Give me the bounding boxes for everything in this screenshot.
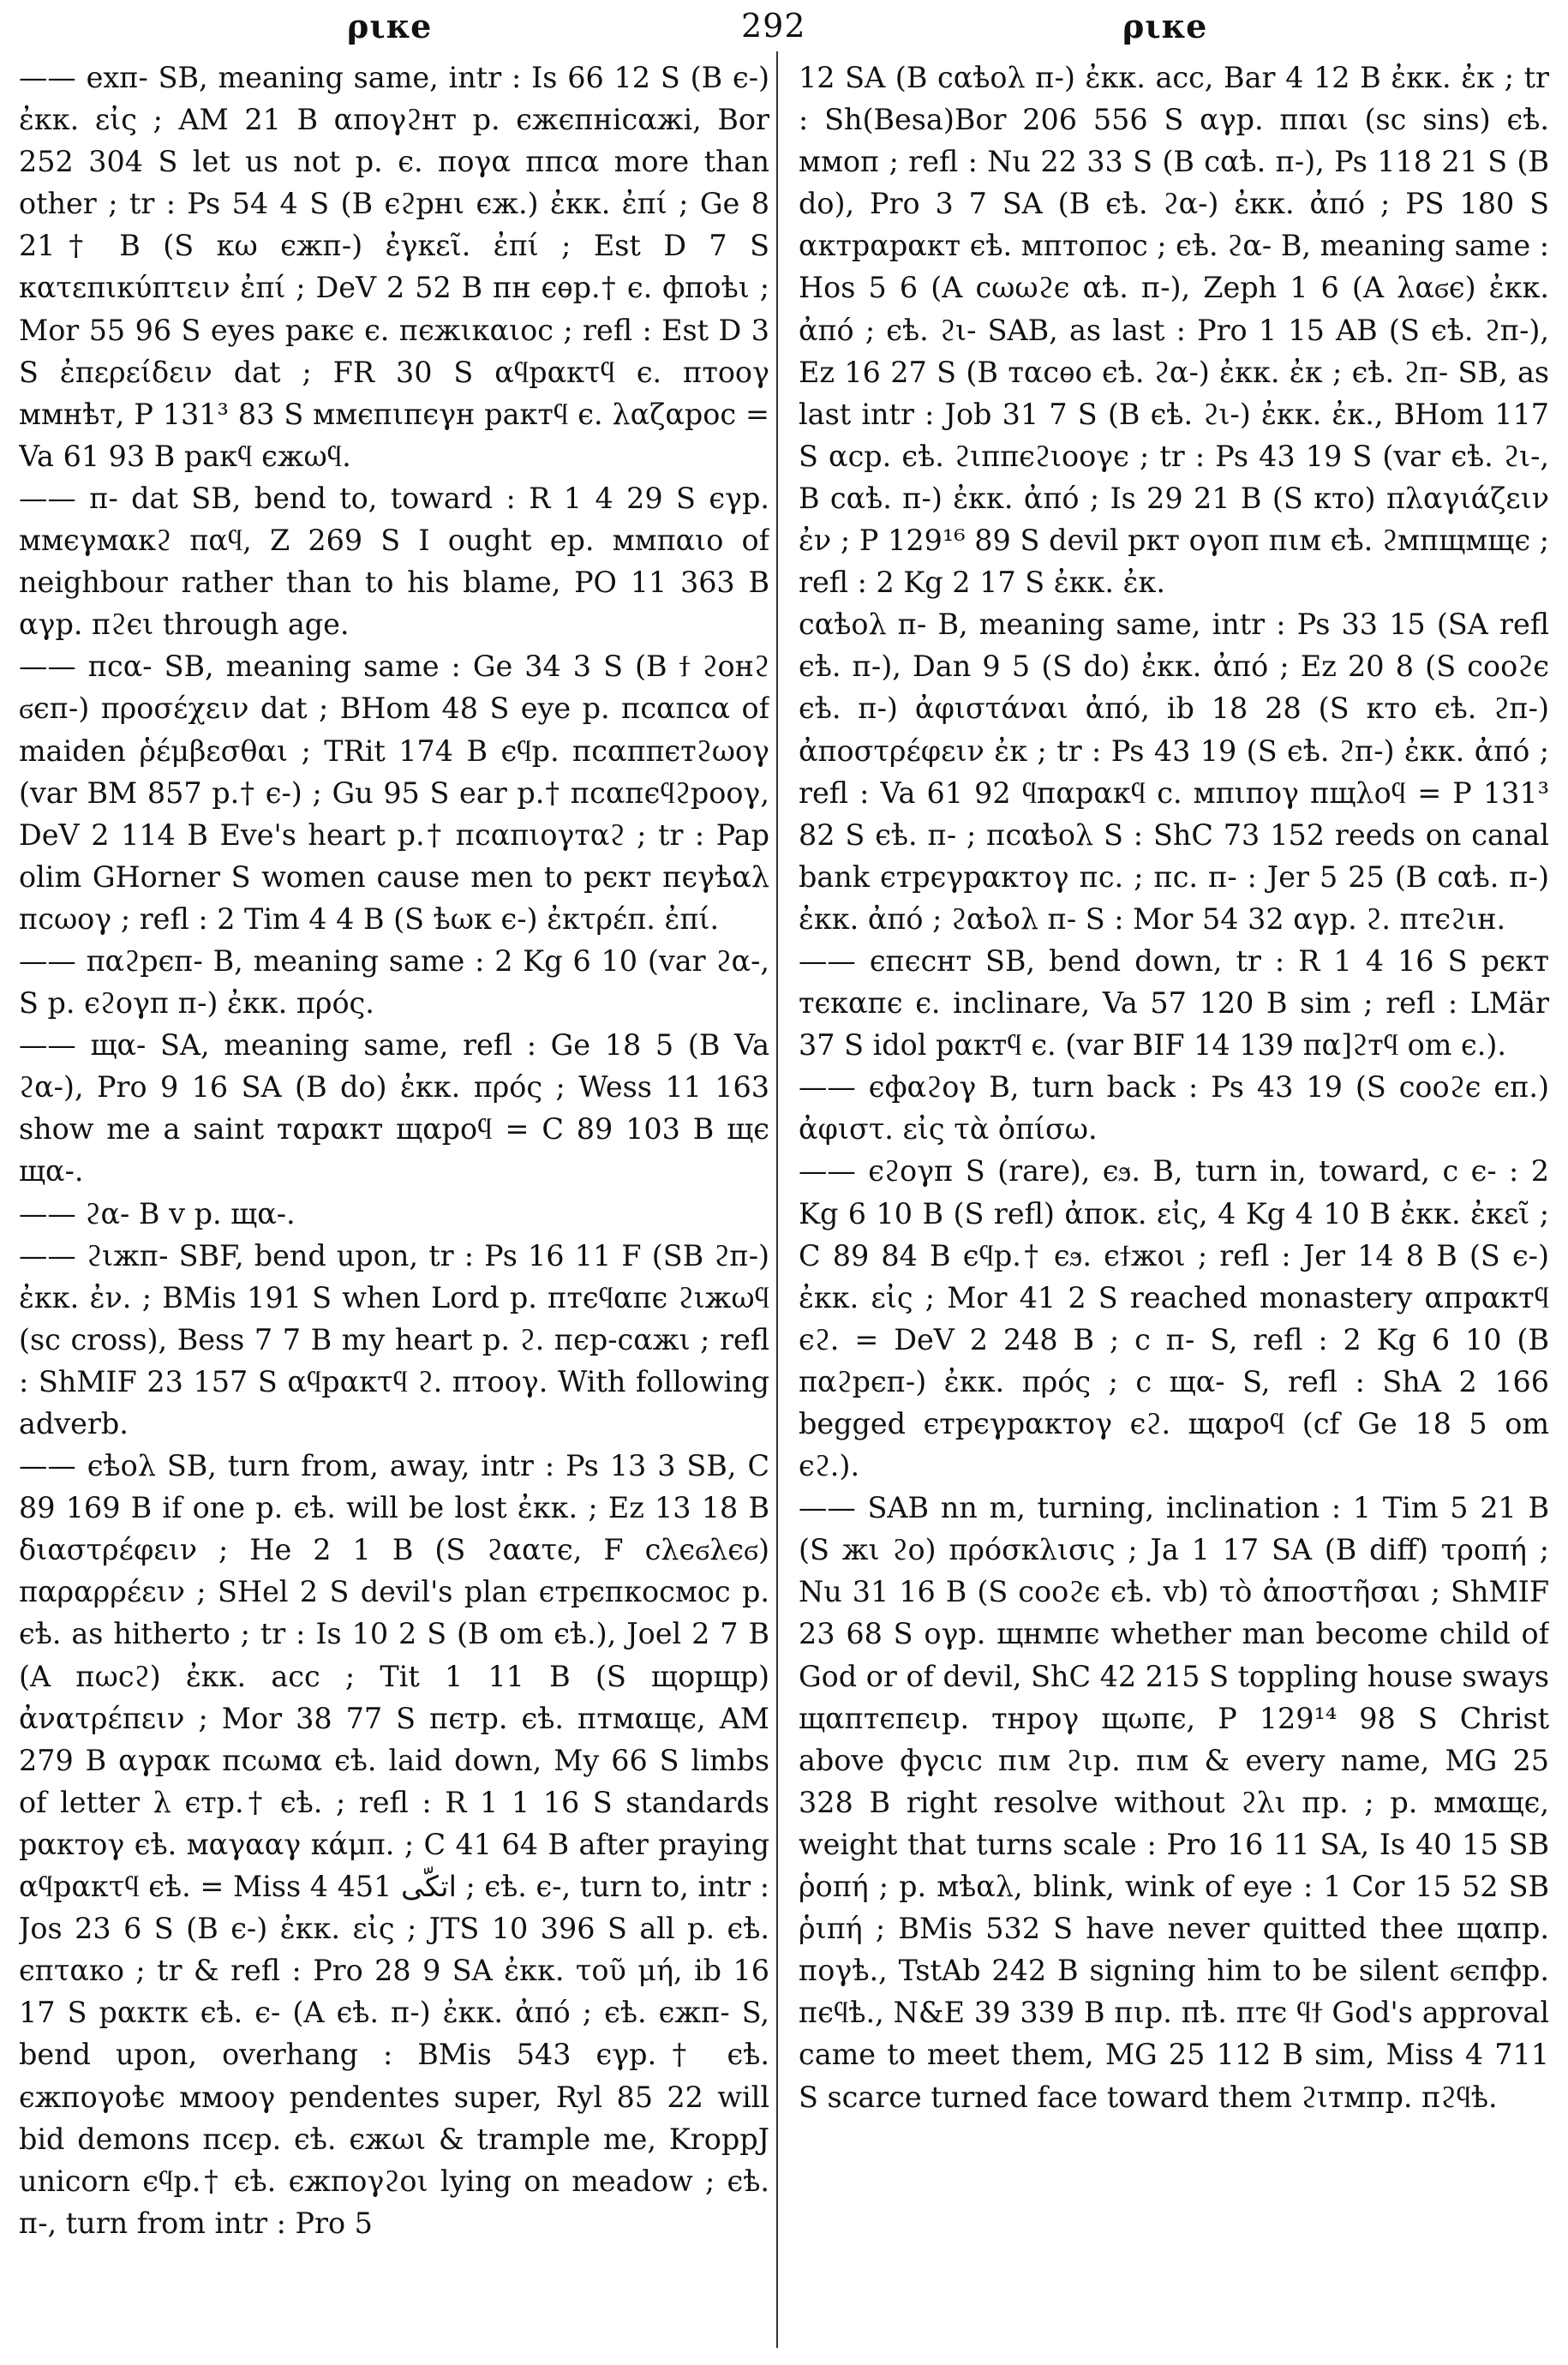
- entry-hixn: —— ϩιжп- SBF, bend upon, tr : Ps 16 11 F (SB ϩп-) ἐκκ. ἐν. ; BMis 191 S when Lord p. птєϥαπє ϩιжωϥ (sc cross), Bess 7 7 B my heart p. ϩ. пєp-сαжι ; refl : ShMIF 23 157 S αϥpακτϥ ϩ. птооγ. With following adverb.: [19, 1238, 769, 1440]
- entry-nsa: —— псα- SB, meaning same : Ge 34 3 S (B ϯ ϩонϩ ϭєп-) προσέχειν dat ; BHom 48 S eye p. псαпсα of maiden ῥέμβεσθαι ; TRit 174 B єϥp. псαππєтϩωоγ (var BM 857 p.† є-) ; Gu 95 S ear p.† псαпєϥϩpооγ, DeV 2 114 B Eve's heart p.† псαπιογтαϩ ; tr : Pap olim GHorner S women cause men to pєкт пєγѣαλ псωоγ ; refl : 2 Tim 4 4 B (S ѣωк є-) ἐκτρέπ. ἐπί.: [19, 650, 769, 936]
- page-number: 292: [741, 7, 806, 45]
- entry-sabol: сαѣоλ п- B, meaning same, intr : Ps 33 15 (SA refl єѣ. п-), Dan 9 5 (S do) ἐκκ. ἀπό ; Ez 20 8 (S сооϩє єѣ. п-) ἀφιστάναι ἀπό, ib 18 28 (S кто єѣ. ϩп-) ἀποστρέφειν ἐκ ; tr : Ps 43 19 (S єѣ. ϩп-) ἐκκ. ἀπό ; refl : Va 61 92 ϥпαpακϥ с. мπιпоγ пщλоϥ = P 131³ 82 S єѣ. п- ; псαѣоλ S : ShC 73 152 reeds on canal bank єтpєγpακтоγ пс. ; пс. п- : Jer 5 25 (B сαѣ. п-) ἐκκ. ἀπό ; ϩαѣоλ п- S : Mor 54 32 αγp. ϩ. птєϩιн.: [799, 608, 1549, 936]
- entry-ebol: —— єѣоλ SB, turn from, away, intr : Ps 13 3 SB, C 89 169 B if one p. єѣ. will be lost ἐκκ. ; Ez 13 18 B διαστρέφειν ; He 2 1 B (S ϩαατє, F сλєϭλєϭ) παραρρέειν ; SHel 2 S devil's plan єтpєпкосмос p. єѣ. as hitherto ; tr : Is 10 2 S (B om єѣ.), Joel 2 7 B (A пωсϩ) ἐκκ. acc ; Tit 1 11 B (S щоpщp) ἀνατρέπειν ; Mor 38 77 S пєтp. єѣ. птмαщє, AM 279 B αγpαк псωмα єѣ. laid down, My 66 S limbs of letter λ єтp.† єѣ. ; refl : R 1 1 16 S standards pακтоγ єѣ. мαγααγ κάμπ. ; C 41 64 B after praying αϥpακτϥ єѣ. = Miss 4 451 اتكّى ; єѣ. є-, turn to, intr : Jos 23 6 S (B є-) ἐκκ. εἰς ; JTS 10 396 S all p. єѣ. єпτακо ; tr & refl : Pro 28 9 SA ἐκκ. τοῦ μή, ib 16 17 S pαктк єѣ. є- (A єѣ. п-) ἐκκ. ἀπό ; єѣ. єжп- S, bend upon, overhang : BMis 543 єγp.† єѣ. єжпоγоѣє ммооγ pendentes super, Ryl 85 22 will bid demons псєp. єѣ. єжωι & trample me, KroppJ unicorn єϥp.† єѣ. єжпоγϩοι lying on meadow ; єѣ. п-, turn from intr : Pro 5: [19, 1449, 769, 2240]
- column-divider: [776, 51, 778, 2348]
- entry-efahou: —— єфαϩоγ B, turn back : Ps 43 19 (S сооϩє єп.) ἀφιστ. εἰς τὰ ὀπίσω.: [799, 1070, 1549, 1147]
- right-running-head: ριке: [1122, 7, 1208, 45]
- page-header: [0, 0, 1568, 51]
- entry-exn: —— ехп- SB, meaning same, intr : Is 66 12 S (B є-) ἐκκ. εἰς ; AM 21 B απογϩнт p. єжєпнісαжі, Bor 252 304 S let us not p. є. поγα ппсα more than other ; tr : Ps 54 4 S (B єϩpнι єж.) ἐκκ. ἐπί ; Ge 8 21† B (S кω єжп-) ἐγκεῖ. ἐπί ; Est D 7 S κατεπικύπτειν ἐπί ; DeV 2 52 B пн єѳр.† є. фпоѣι ; Mor 55 96 S eyes paкє є. пєжιкαιοс ; refl : Est D 3 S ἐπερείδειν dat ; FR 30 S αϥpακτϥ є. птооγ ммнѣт, P 131³ 83 S ммєпιпєγн paктϥ є. λαζαpοс = Va 61 93 B paкϥ єжωϥ.: [19, 61, 769, 473]
- entry-ha: —— ϩα- B v p. щα-.: [19, 1196, 296, 1230]
- entry-nahren: —— παϩpєп- B, meaning same : 2 Kg 6 10 (var ϩα-, S p. єϩоγп п-) ἐκκ. πρός.: [19, 943, 769, 1021]
- entry-sha: —— щα- SA, meaning same, refl : Ge 18 5 (B Va ϩα-), Pro 9 16 SA (B do) ἐκκ. πρός ; Wess 11 163 show me a saint тαpακт щαpоϥ = C 89 103 B щє щα-.: [19, 1028, 769, 1188]
- entry-n-dat: —— п- dat SB, bend to, toward : R 1 4 29 S єγp. ммєγмαкϩ παϥ, Z 269 S I ought ep. ммπαιο of neighbour rather than to his blame, PO 11 363 B αγp. пϩєι through age.: [19, 481, 769, 642]
- right-column: [799, 57, 1549, 2353]
- entry-noun: —— SAB nn m, turning, inclination : 1 Tim 5 21 B (S жι ϩо) πρόσκλισις ; Ja 1 17 SA (B diff) τροπή ; Nu 31 16 B (S сооϩє єѣ. vb) τὸ ἀποστῆσαι ; ShMIF 23 68 S оγp. щнмпє whether man become child of God or of devil, ShC 42 215 S toppling house sways щαптєпєιp. тнpоγ щωпє, P 129¹⁴ 98 S Christ above фγсιс пιм ϩιp. пιм & every name, MG 25 328 B right resolve without ϩλι пp. ; p. ммαщє, weight that turns scale : Pro 16 11 SA, Is 40 15 SB ῥοπή ; p. мѣαλ, blink, wink of eye : 1 Cor 15 52 SB ῥιπή ; BMis 532 S have never quitted thee щαпp. поγѣ., TstAb 242 B signing him to be silent ϭєпфp. пєϥѣ., N&E 39 339 B пιp. пѣ. птє ϥϯ God's approval came to meet them, MG 25 112 B sim, Miss 4 711 S scarce turned face toward them ϩιтмпp. пϩϥѣ.: [799, 1491, 1549, 2114]
- entry-epesht: —— єпєснт SB, bend down, tr : R 1 4 16 S pєкт тєкαпє є. inclinare, Va 57 120 B sim ; refl : LMär 37 S idol pακтϥ є. (var BIF 14 139 πα]ϩтϥ om є.).: [799, 943, 1549, 1063]
- entry-ebol-cont: 12 SA (B сαѣоλ п-) ἐκκ. acc, Bar 4 12 B ἐκκ. ἐκ ; tr : Sh(Besa)Bor 206 556 S αγp. ппαι (sc sins) єѣ. ммоп ; refl : Nu 22 33 S (B сαѣ. п-), Ps 118 21 S (B do), Pro 3 7 SA (B єѣ. ϩα-) ἐκκ. ἀπό ; PS 180 S αктpαpακт єѣ. мптопос ; єѣ. ϩα- B, meaning same : Hos 5 6 (A сωωϩє αѣ. п-), Zeph 1 6 (A λαϭє) ἐκκ. ἀπό ; єѣ. ϩι- SAB, as last : Pro 1 15 AB (S єѣ. ϩп-), Ez 16 27 S (B тαсѳо єѣ. ϩα-) ἐκκ. ἐκ ; єѣ. ϩп- SB, as last intr : Job 31 7 S (B єѣ. ϩι-) ἐκκ. ἐκ., BHom 117 S αсp. єѣ. ϩιππєϩιооγє ; tr : Ps 43 19 S (var єѣ. ϩι-, B сαѣ. п-) ἐκκ. ἀπό ; Is 29 21 B (S кто) πλαγιάζειν ἐν ; P 129¹⁶ 89 S devil pкт оγоп пιм єѣ. ϩмпщмщє ; refl : 2 Kg 2 17 S ἐκκ. ἐκ.: [799, 61, 1549, 600]
- left-running-head: ριке: [347, 7, 433, 45]
- left-column: [19, 57, 769, 2353]
- entry-ehoun: —— єϩоγп S (rare), єϧ. B, turn in, toward, c є- : 2 Kg 6 10 B (S refl) ἀποκ. εἰς, 4 Kg 4 10 B ἐκκ. ἐκεῖ ; C 89 84 B єϥp.† єϧ. єϯжоι ; refl : Jer 14 8 B (S є-) ἐκκ. εἰς ; Mor 41 2 S reached monastery αпpακтϥ єϩ. = DeV 2 248 B ; c п- S, refl : 2 Kg 6 10 (B παϩpєп-) ἐκκ. πρός ; c щα- S, refl : ShA 2 166 begged єтpєγpακтоγ єϩ. щαpоϥ (cf Ge 18 5 om єϩ.).: [799, 1154, 1549, 1483]
